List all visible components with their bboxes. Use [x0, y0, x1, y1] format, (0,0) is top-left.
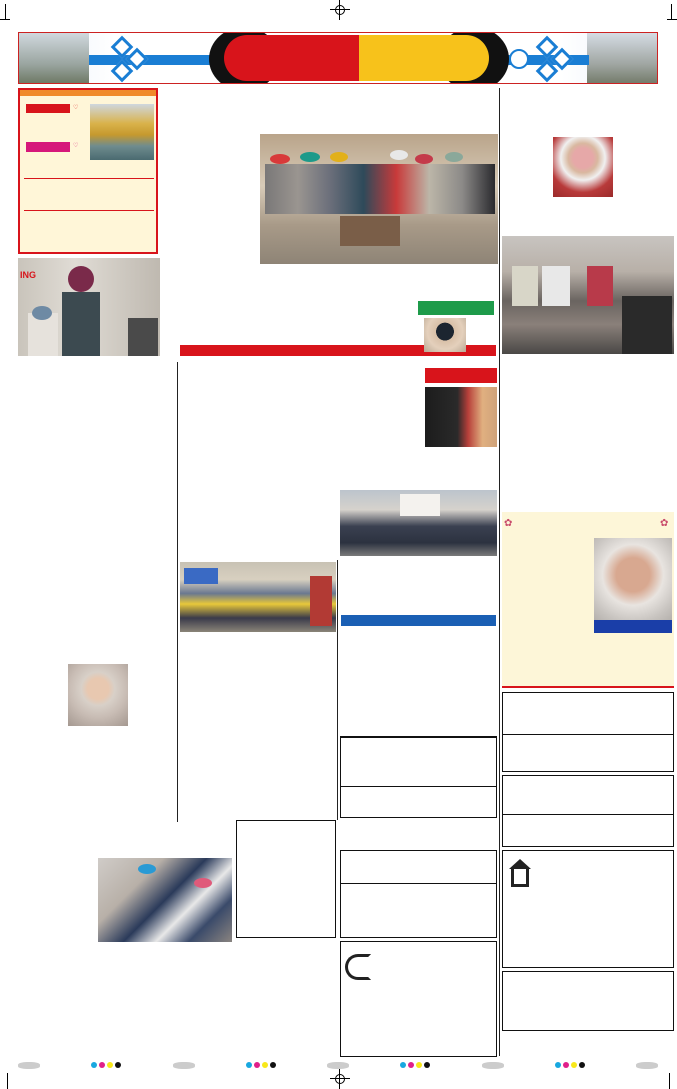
ad-footer — [503, 814, 673, 815]
turban — [390, 150, 408, 160]
puda-logo-icon — [511, 869, 529, 887]
grey-patch — [327, 1062, 349, 1069]
obituary-body — [506, 538, 590, 632]
ad-body3 — [345, 1012, 495, 1018]
obituary-top-line — [502, 512, 674, 514]
birthday-title — [418, 301, 494, 315]
birthday-caption — [468, 318, 495, 352]
grey-patch — [18, 1062, 40, 1069]
bar-subhead — [341, 615, 496, 626]
divider — [24, 210, 154, 211]
banner — [184, 568, 218, 584]
crop-mark — [669, 1073, 670, 1089]
middle-tender-ad — [340, 736, 497, 818]
ad-body — [237, 823, 335, 918]
heart-icon: ♡ — [73, 104, 79, 111]
hukamnama-body — [26, 213, 156, 251]
column-rule — [177, 362, 178, 822]
registration-mark-icon — [330, 1069, 350, 1089]
cmyk-swatch — [91, 1062, 121, 1068]
turban — [330, 152, 348, 162]
punjab-sarkar-ad — [502, 775, 674, 847]
ad-body3 — [507, 926, 671, 932]
obituary-photo — [594, 538, 672, 630]
sukhbir-body-top — [98, 842, 232, 853]
ad-body — [503, 780, 673, 814]
sahit-body — [18, 412, 176, 596]
ad-body4 — [345, 1020, 495, 1032]
ad-footer — [341, 786, 496, 787]
puda-ad — [502, 850, 674, 968]
sukhbir-photo — [98, 858, 232, 942]
local-govt-ad — [340, 850, 497, 938]
masthead-photo-left — [19, 33, 89, 84]
bar-body — [341, 629, 497, 717]
kirtan-body-web — [26, 181, 156, 208]
notice-board — [400, 494, 440, 516]
grey-patch — [173, 1062, 195, 1069]
shehnaiyan-title — [425, 368, 497, 383]
ad-body2 — [507, 918, 671, 924]
person — [512, 266, 538, 306]
turban — [138, 864, 156, 874]
meeting-body-top — [164, 123, 498, 134]
wedding-couple-photo — [425, 387, 497, 447]
meri-rasoi-body-bottom — [18, 736, 176, 806]
crop-mark — [671, 4, 672, 20]
seated-people — [265, 164, 495, 214]
grey-patch — [482, 1062, 504, 1069]
turban — [415, 154, 433, 164]
gohil-body — [502, 408, 674, 500]
masthead — [18, 32, 658, 84]
gohil-condolence-photo — [502, 236, 674, 354]
heart-icon: ♡ — [73, 142, 79, 149]
speaker-turban — [68, 266, 94, 292]
obituary-box — [502, 512, 674, 688]
crop-mark — [7, 1073, 8, 1089]
cmyk-swatch — [246, 1062, 276, 1068]
column-rule — [337, 560, 338, 820]
registration-mark-icon — [330, 0, 350, 20]
cmyk-swatch — [555, 1062, 585, 1068]
kirtan-body-radio — [26, 115, 86, 140]
ad-body — [341, 853, 496, 883]
person — [542, 266, 570, 306]
imprint-box — [502, 971, 674, 1031]
meeting-photo — [260, 134, 498, 264]
health-tender-ad — [502, 692, 674, 772]
meeting-body-bottom — [262, 272, 498, 296]
birthday-child-photo — [424, 318, 466, 352]
column-rule — [499, 88, 500, 1056]
congress-body-right — [615, 137, 674, 207]
divider — [24, 178, 154, 179]
ad-body1 — [507, 890, 671, 916]
turban — [270, 154, 290, 164]
congress-body-left — [502, 137, 552, 207]
ad-body — [341, 742, 496, 786]
ad-body2 — [345, 1004, 495, 1010]
turban — [300, 152, 320, 162]
seated-person — [128, 318, 158, 356]
kv-body — [180, 694, 336, 796]
ad-body — [503, 696, 673, 734]
crop-mark — [5, 4, 6, 20]
banner-fragment: ING — [20, 270, 37, 280]
congress-body-top — [502, 126, 674, 137]
radio-tag — [26, 104, 70, 113]
seated-turban — [32, 306, 52, 320]
sukhbir-body-right — [98, 956, 232, 1058]
bharaj-photo — [68, 664, 128, 726]
kirtan-body-ptc — [26, 154, 156, 176]
person — [310, 576, 332, 626]
masthead-red-panel — [224, 35, 364, 81]
sukhbir-body-left — [18, 842, 96, 1058]
flower-ornament-icon: ✿ — [504, 518, 513, 529]
meri-rasoi-body-top — [18, 640, 176, 652]
sahit-sabha-photo — [18, 258, 160, 356]
ad-body4 — [507, 934, 671, 946]
masthead-photo-right — [587, 33, 657, 84]
kendriya-vidyalaya-photo — [180, 562, 336, 632]
masthead-yellow-cap — [429, 35, 489, 81]
golden-temple-photo — [90, 104, 154, 160]
meri-rasoi-body-right — [130, 652, 176, 734]
grey-patch — [636, 1062, 658, 1069]
turban — [445, 152, 463, 162]
gmada-ad — [340, 941, 497, 1057]
congress-body-bottom — [502, 208, 674, 230]
gmada-logo-icon — [345, 954, 371, 980]
small-notice-ad — [236, 820, 336, 938]
table — [340, 216, 400, 246]
ptc-tag — [26, 142, 70, 152]
obituary-name-tag — [594, 620, 672, 633]
page-number — [509, 49, 529, 69]
person — [622, 296, 672, 354]
lawyers-protest-photo — [340, 490, 497, 556]
flower-ornament-icon: ✿ — [660, 518, 669, 529]
cmyk-swatch — [400, 1062, 430, 1068]
ad-body1 — [345, 982, 495, 1002]
kirtan-box — [18, 88, 158, 254]
puda-logo-icon — [509, 859, 531, 869]
crop-mark — [0, 19, 10, 20]
crop-mark — [667, 19, 677, 20]
shehnaiyan-caption — [425, 450, 497, 476]
person — [587, 266, 613, 306]
dhindsa-photo — [553, 137, 613, 197]
meri-rasoi-body-left — [18, 652, 66, 734]
meeting-body-left — [164, 134, 244, 276]
kirtan-title — [20, 90, 156, 96]
turban — [194, 878, 212, 888]
speaker-figure — [62, 292, 100, 356]
